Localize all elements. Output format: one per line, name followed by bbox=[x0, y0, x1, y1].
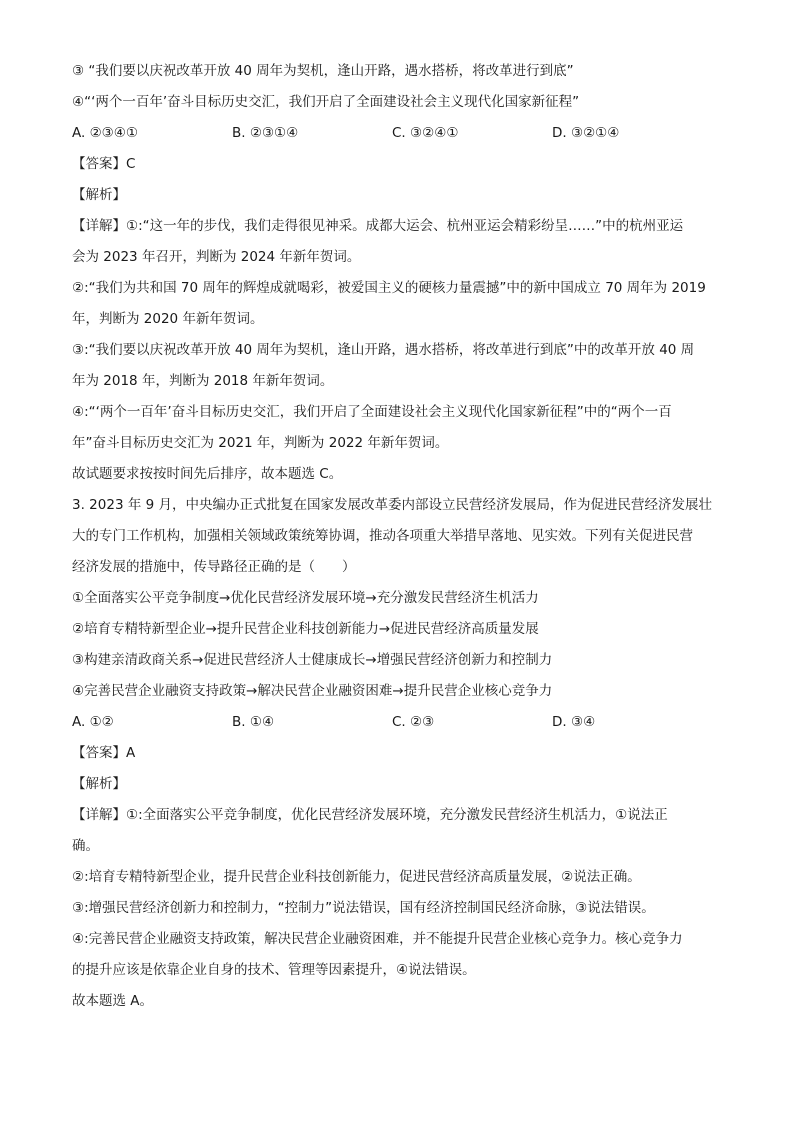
q2-item-4: ④“‘两个一百年’奋斗目标历史交汇，我们开启了全面建设社会主义现代化国家新征程” bbox=[72, 94, 580, 110]
q2-detail-line: ②:“我们为共和国 70 周年的辉煌成就喝彩，被爱国主义的硬核力量震撼”中的新中国成立 70 周年为 2019 bbox=[72, 280, 706, 296]
q3-detail-line: 确。 bbox=[72, 838, 99, 854]
q3-option-c: C. ②③ bbox=[392, 714, 435, 730]
q3-answer: 【答案】A bbox=[72, 745, 136, 761]
q3-stem-line: 大的专门工作机构，加强相关领域政策统筹协调，推动各项重大举措早落地、见实效。下列有关促进民营 bbox=[72, 528, 693, 544]
q2-detail-line: ③:“我们要以庆祝改革开放 40 周年为契机，逢山开路，遇水搭桥，将改革进行到底”中的改革开放 40 周 bbox=[72, 342, 695, 358]
q3-analysis-heading: 【解析】 bbox=[72, 776, 126, 792]
q2-detail-line: 年，判断为 2020 年新年贺词。 bbox=[72, 311, 264, 327]
q2-option-c: C. ③②④① bbox=[392, 125, 459, 141]
q3-item-3: ③构建亲清政商关系→促进民营经济人士健康成长→增强民营经济创新力和控制力 bbox=[72, 652, 553, 668]
q3-stem-line: 经济发展的措施中，传导路径正确的是（ ） bbox=[72, 559, 356, 575]
q3-item-4: ④完善民营企业融资支持政策→解决民营企业融资困难→提升民营企业核心竞争力 bbox=[72, 683, 553, 699]
q2-answer: 【答案】C bbox=[72, 156, 136, 172]
q3-options bbox=[72, 713, 728, 744]
q3-option-d: D. ③④ bbox=[552, 714, 596, 730]
q2-detail-line: ④:“‘两个一百年’奋斗目标历史交汇，我们开启了全面建设社会主义现代化国家新征程”中的“两个一百 bbox=[72, 404, 672, 420]
q2-conclusion: 故试题要求按按时间先后排序，故本题选 C。 bbox=[72, 466, 343, 482]
q3-detail-line: ③:增强民营经济创新力和控制力，“控制力”说法错误，国有经济控制国民经济命脉，③说法错误。 bbox=[72, 900, 655, 916]
q3-detail-line: 的提升应该是依靠企业自身的技术、管理等因素提升，④说法错误。 bbox=[72, 962, 476, 978]
q3-conclusion: 故本题选 A。 bbox=[72, 993, 154, 1009]
q2-option-d: D. ③②①④ bbox=[552, 125, 620, 141]
q3-option-b: B. ①④ bbox=[232, 714, 275, 730]
q2-options bbox=[72, 124, 728, 155]
q3-option-a: A. ①② bbox=[72, 714, 114, 730]
q3-detail-line: 【详解】①:全面落实公平竞争制度，优化民营经济发展环境，充分激发民营经济生机活力，①说法正 bbox=[72, 807, 668, 823]
q2-detail-line: 年为 2018 年，判断为 2018 年新年贺词。 bbox=[72, 373, 334, 389]
q2-detail-line: 【详解】①:“这一年的步伐，我们走得很见神采。成都大运会、杭州亚运会精彩纷呈……”中的杭州亚运 bbox=[72, 218, 684, 234]
q3-item-2: ②培育专精特新型企业→提升民营企业科技创新能力→促进民营经济高质量发展 bbox=[72, 621, 539, 637]
q3-stem-line: 3. 2023 年 9 月，中央编办正式批复在国家发展改革委内部设立民营经济发展局，作为促进民营经济发展壮 bbox=[72, 497, 712, 513]
q2-detail-line: 会为 2023 年召开，判断为 2024 年新年贺词。 bbox=[72, 249, 361, 265]
q2-option-a: A. ②③④① bbox=[72, 125, 138, 141]
q2-analysis-heading: 【解析】 bbox=[72, 187, 126, 203]
document-page bbox=[72, 62, 728, 1023]
q2-detail-line: 年”奋斗目标历史交汇为 2021 年，判断为 2022 年新年贺词。 bbox=[72, 435, 449, 451]
q3-detail-line: ④:完善民营企业融资支持政策，解决民营企业融资困难，并不能提升民营企业核心竞争力。核心竞争力 bbox=[72, 931, 683, 947]
q3-detail-line: ②:培育专精特新型企业，提升民营企业科技创新能力，促进民营经济高质量发展，②说法正确。 bbox=[72, 869, 641, 885]
q2-item-3: ③ “我们要以庆祝改革开放 40 周年为契机，逢山开路，遇水搭桥，将改革进行到底” bbox=[72, 63, 574, 79]
q2-option-b: B. ②③①④ bbox=[232, 125, 299, 141]
q3-item-1: ①全面落实公平竞争制度→优化民营经济发展环境→充分激发民营经济生机活力 bbox=[72, 590, 539, 606]
